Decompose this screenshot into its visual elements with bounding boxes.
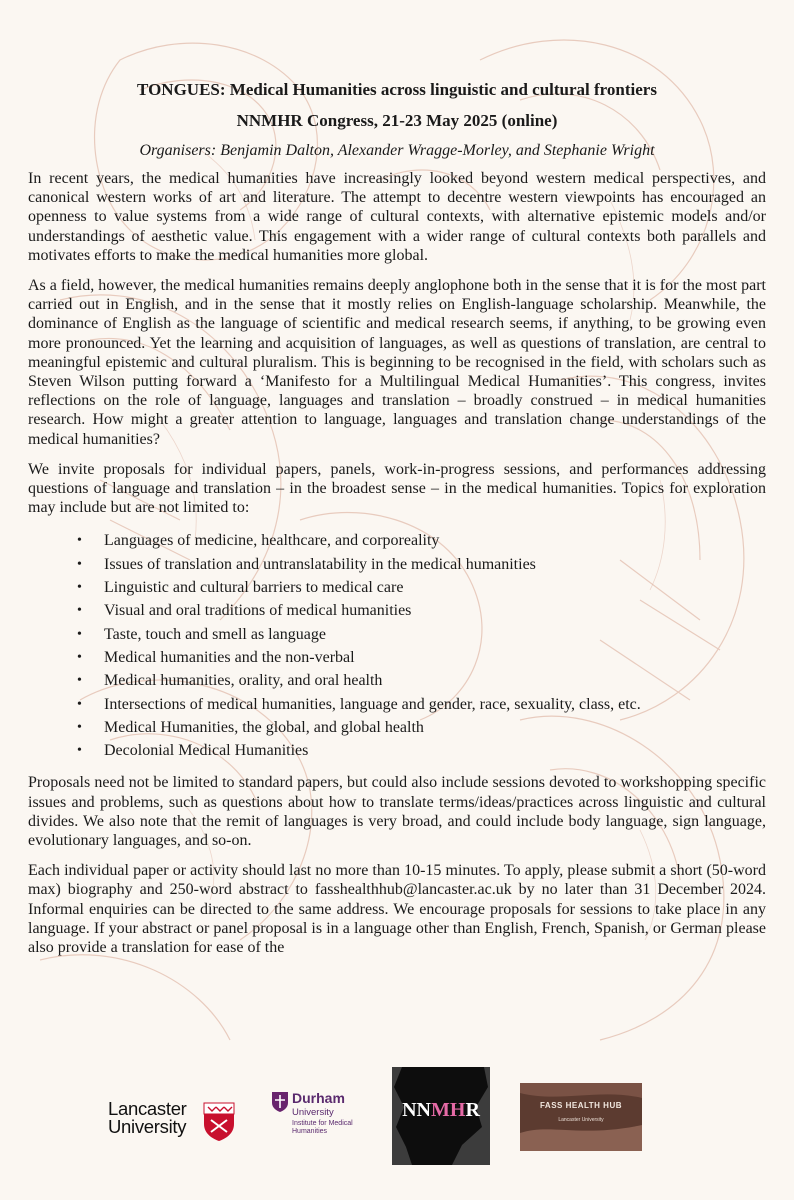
organisers-line: Organisers: Benjamin Dalton, Alexander Wragge-Morley, and Stephanie Wright xyxy=(139,142,655,159)
bullet-icon: • xyxy=(77,696,82,712)
list-item: • Linguistic and cultural barriers to medical care xyxy=(28,576,766,599)
bullet-icon: • xyxy=(77,533,82,549)
congress-subtitle: NNMHR Congress, 21-23 May 2025 (online) xyxy=(236,111,558,130)
flyer-content xyxy=(28,76,766,957)
intro-paragraph: In recent years, the medical humanities have increasingly looked beyond western medical perspectives, and canonical western works of art and literature. The attempt to decentre western viewpoints has encouraged an openness to value systems from a wide range of cultural contexts, with alternative epistemic models and/or understandings of aesthetic value. This engagement with a wider range of cultural contexts both parallels and motivates efforts to make the medical humanities more global. xyxy=(28,170,766,264)
context-paragraph: As a field, however, the medical humanities remains deeply anglophone both in the sense that it is for the most part carried out in English, and in the sense that it mostly relies on English-language scholarship. Meanwhile, the dominance of English as the language of scientific and medical research seems, if anything, to be growing even more pronounced. Yet the learning and acquisition of languages, as well as questions of translation, are central to meaningful epistemic and cultural pluralism. This is beginning to be recognised in the field, with scholars such as Steven Wilson putting forward a ‘Manifesto for a Multilingual Medical Humanities’. This congress, invites reflections on the role of language, languages and translation – broadly construed – in medical humanities research. How might a greater attention to language, languages and translation change understandings of the medical humanities? xyxy=(28,277,766,448)
bullet-icon: • xyxy=(77,626,82,642)
fass-health-hub-logo: FASS HEALTH HUB Lancaster University xyxy=(520,1083,642,1151)
list-item: • Languages of medicine, healthcare, and corporeality xyxy=(28,529,766,552)
page-title: TONGUES: Medical Humanities across linguistic and cultural frontiers xyxy=(137,80,657,99)
durham-crest-icon xyxy=(272,1092,288,1112)
list-item: • Issues of translation and untranslatability in the medical humanities xyxy=(28,553,766,576)
bullet-icon: • xyxy=(77,580,82,596)
nnmhr-logo: NNMHR xyxy=(392,1067,490,1165)
bullet-icon: • xyxy=(77,649,82,665)
list-item: • Intersections of medical humanities, language and gender, race, sexuality, class, etc. xyxy=(28,693,766,716)
list-item: • Medical Humanities, the global, and global health xyxy=(28,716,766,739)
bullet-icon: • xyxy=(77,673,82,689)
lancaster-university-logo: Lancaster University xyxy=(108,1100,238,1146)
logo-strip xyxy=(0,1060,794,1170)
list-item: • Visual and oral traditions of medical humanities xyxy=(28,599,766,622)
list-item: • Medical humanities and the non-verbal xyxy=(28,646,766,669)
lancaster-shield-icon xyxy=(203,1102,235,1142)
durham-university-logo: Durham University Institute for Medical Humanities xyxy=(272,1090,372,1150)
invitation-paragraph: We invite proposals for individual papers, panels, work-in-progress sessions, and performances addressing questions of language and translation – in the broadest sense – in the medical humanities. Topics for exploration may include but are not limited to: xyxy=(28,460,766,517)
list-item: • Taste, touch and smell as language xyxy=(28,623,766,646)
topics-list xyxy=(28,529,766,762)
list-item: • Decolonial Medical Humanities xyxy=(28,739,766,762)
list-item: • Medical humanities, orality, and oral health xyxy=(28,669,766,692)
bullet-icon: • xyxy=(77,603,82,619)
application-paragraph: Each individual paper or activity should last no more than 10-15 minutes. To apply, please submit a short (50-word max) biography and 250-word abstract to fasshealthhub@lancaster.ac.uk by no later than 31 December 2024. Informal enquiries can be directed to the same address. We encourage proposals for sessions to take place in any language. If your abstract or panel proposal is in a language other than English, French, Spanish, or German please also provide a translation for ease of the xyxy=(28,862,766,957)
bullet-icon: • xyxy=(77,743,82,759)
bullet-icon: • xyxy=(77,719,82,735)
proposals-paragraph: Proposals need not be limited to standard papers, but could also include sessions devoted to workshopping specific issues and problems, such as questions about how to translate terms/ideas/practices across linguistic and cultural divides. We also note that the remit of languages is very broad, and could include body language, sign language, evolutionary languages, and so-on. xyxy=(28,774,766,850)
bullet-icon: • xyxy=(77,556,82,572)
